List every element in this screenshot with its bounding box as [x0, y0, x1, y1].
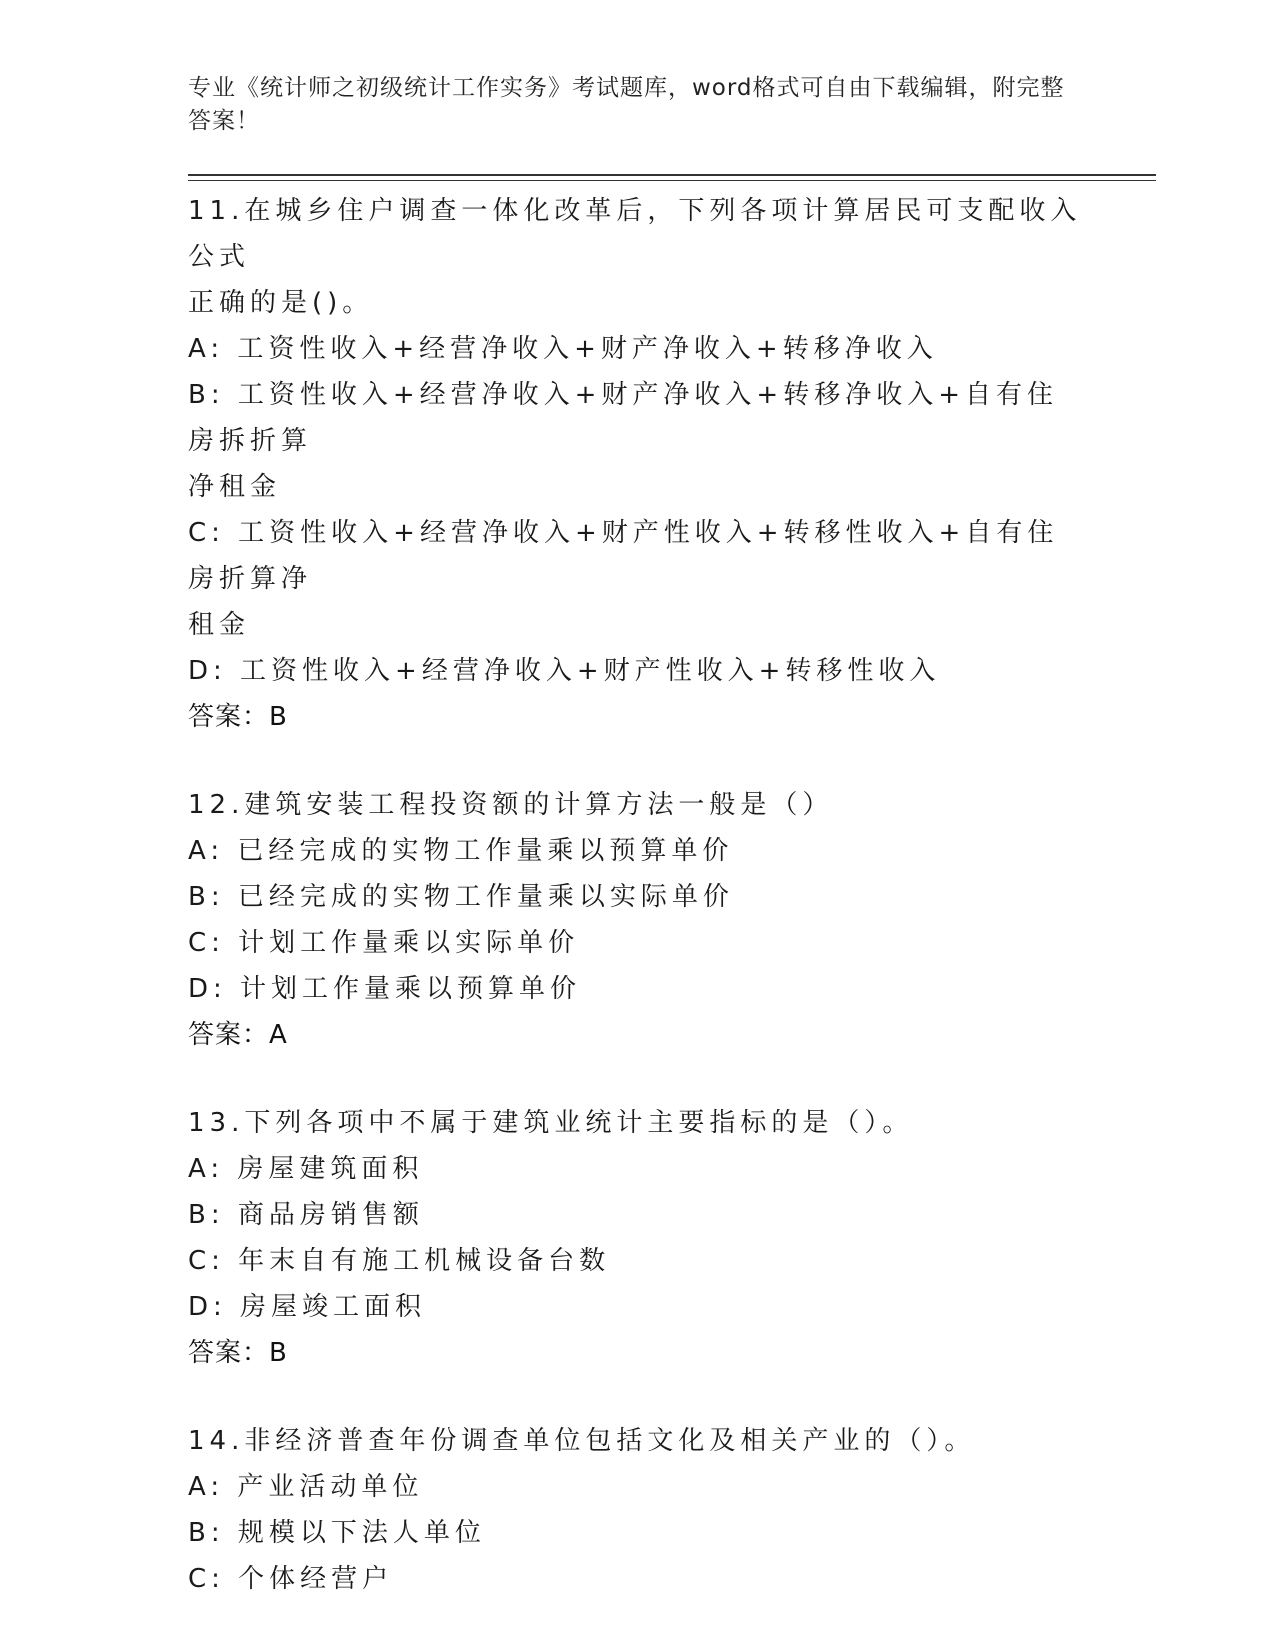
- option-a: A: 房屋建筑面积: [188, 1154, 424, 1184]
- question-12: [188, 782, 1088, 1058]
- answer-label: 答案：B: [188, 1338, 288, 1368]
- option-b: B: 已经完成的实物工作量乘以实际单价: [188, 882, 734, 912]
- option-b: B: 商品房销售额: [188, 1200, 424, 1230]
- option-c: C: 年末自有施工机械设备台数: [188, 1246, 611, 1276]
- question-line: 12.建筑安装工程投资额的计算方法一般是（）: [188, 790, 834, 820]
- question-line: 正确的是()。: [188, 288, 374, 318]
- option-d: D: 工资性收入+经营净收入+财产性收入+转移性收入: [188, 656, 941, 686]
- question-11: [188, 188, 1088, 740]
- option-d: D: 房屋竣工面积: [188, 1292, 427, 1322]
- header-divider-thin: [188, 180, 1156, 181]
- option-b-continued: 净租金: [188, 472, 282, 502]
- header-divider-thick: [188, 174, 1156, 176]
- question-14: [188, 1418, 1088, 1602]
- option-a: A: 工资性收入+经营净收入+财产净收入+转移净收入: [188, 334, 938, 364]
- document-header: 专业《统计师之初级统计工作实务》考试题库，word格式可自由下载编辑，附完整答案！: [188, 75, 1065, 134]
- question-line: 11.在城乡住户调查一体化改革后，下列各项计算居民可支配收入公式: [188, 196, 1082, 272]
- option-b: B: 规模以下法人单位: [188, 1518, 486, 1548]
- option-a: A: 产业活动单位: [188, 1472, 424, 1502]
- question-list: [188, 188, 1088, 1644]
- answer-label: 答案：A: [188, 1020, 288, 1050]
- option-c: C: 计划工作量乘以实际单价: [188, 928, 580, 958]
- question-13: [188, 1100, 1088, 1376]
- question-line: 14.非经济普查年份调查单位包括文化及相关产业的（）。: [188, 1426, 976, 1456]
- question-line: 13.下列各项中不属于建筑业统计主要指标的是（）。: [188, 1108, 914, 1138]
- option-c: C: 个体经营户: [188, 1564, 394, 1594]
- option-b: B: 工资性收入+经营净收入+财产净收入+转移净收入+自有住房拆折算: [188, 380, 1059, 456]
- option-c: C: 工资性收入+经营净收入+财产性收入+转移性收入+自有住房折算净: [188, 518, 1059, 594]
- option-d: D: 计划工作量乘以预算单价: [188, 974, 582, 1004]
- option-a: A: 已经完成的实物工作量乘以预算单价: [188, 836, 734, 866]
- answer-label: 答案：B: [188, 702, 288, 732]
- option-c-continued: 租金: [188, 610, 251, 640]
